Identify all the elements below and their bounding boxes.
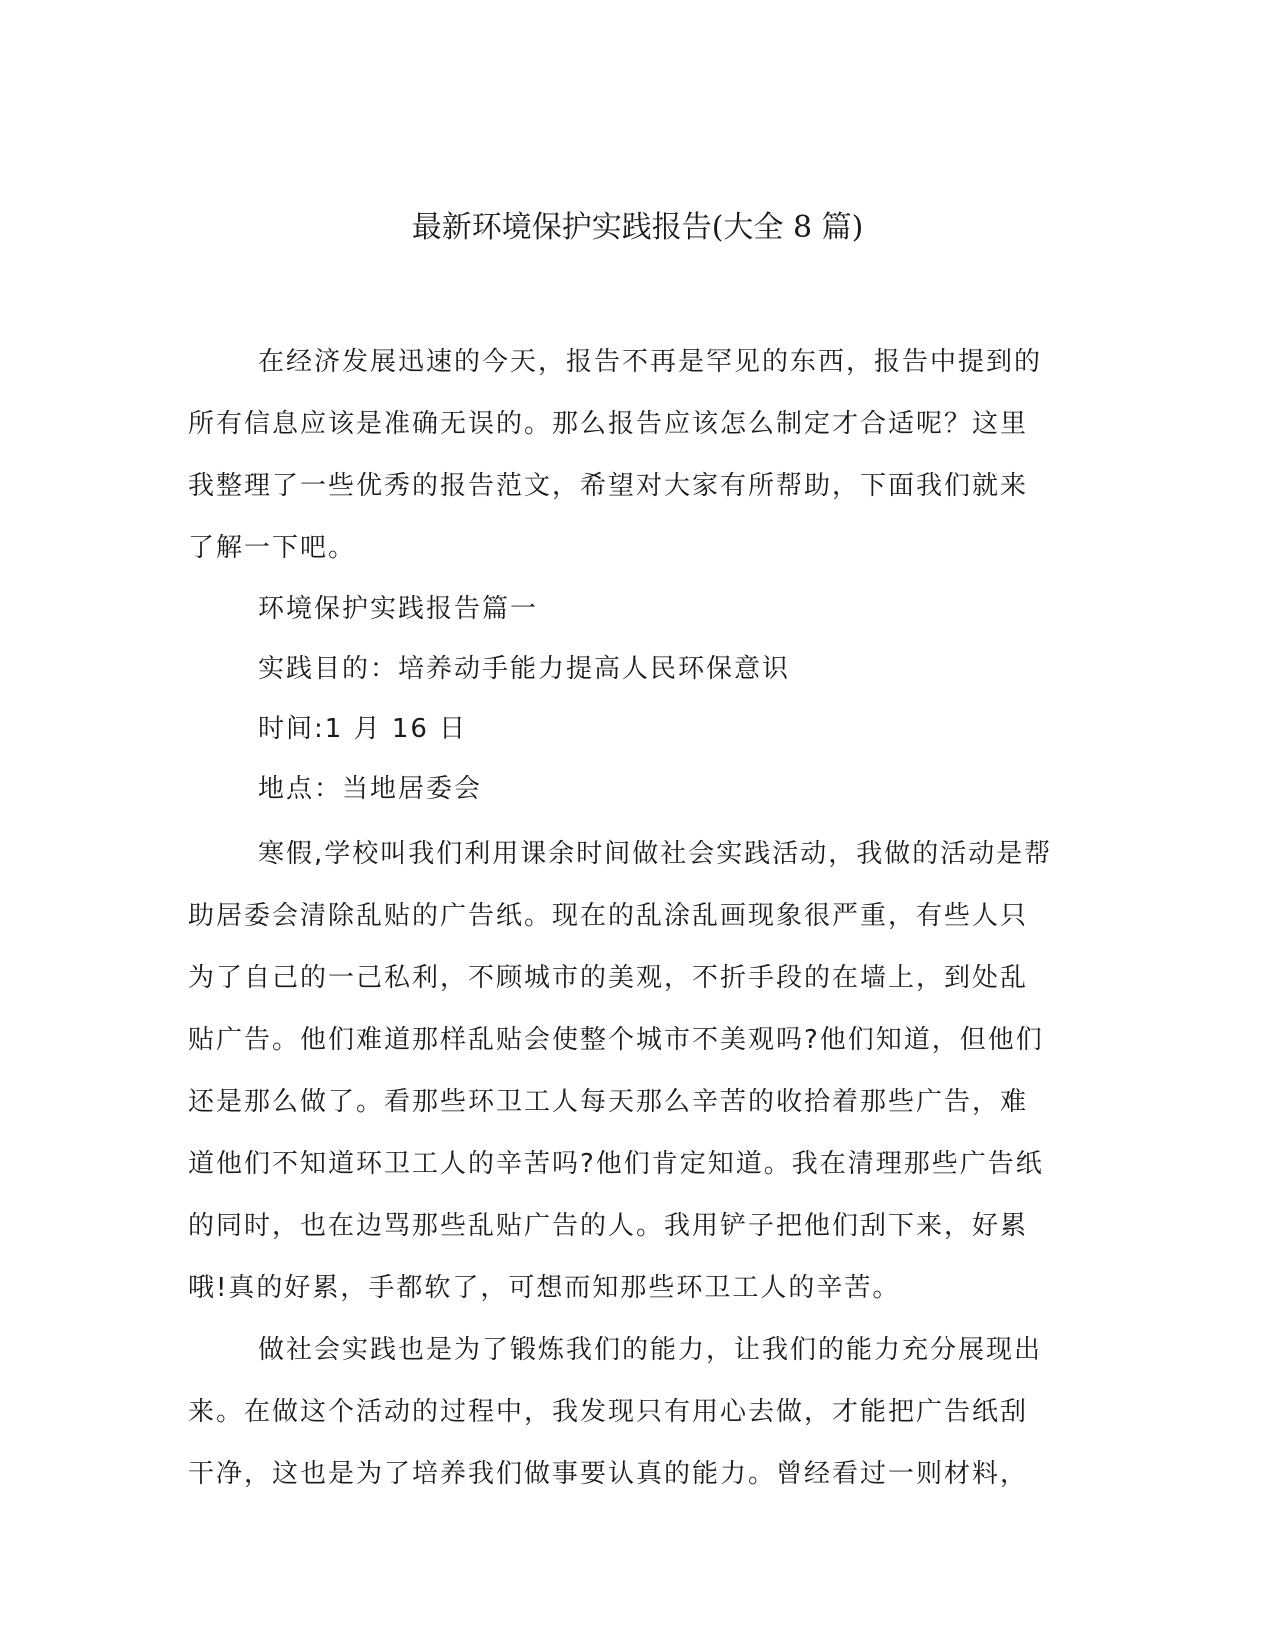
paragraph-line: 做社会实践也是为了锻炼我们的能力，让我们的能力充分展现出 (258, 1335, 1043, 1365)
paragraph-line: 助居委会清除乱贴的广告纸。现在的乱涂乱画现象很严重，有些人只 (188, 901, 1029, 931)
paragraph-line: 干净，这也是为了培养我们做事要认真的能力。曾经看过一则材料， (188, 1459, 1029, 1489)
intro-line: 了解一下吧。 (188, 533, 357, 563)
practice-purpose: 实践目的：培养动手能力提高人民环保意识 (258, 654, 791, 684)
document-body (188, 331, 1068, 1505)
paragraph-line: 贴广告。他们难道那样乱贴会使整个城市不美观吗?他们知道，但他们 (188, 1025, 1044, 1055)
paragraph-line: 道他们不知道环卫工人的辛苦吗?他们肯定知道。我在清理那些广告纸 (188, 1149, 1044, 1179)
paragraph-line: 还是那么做了。看那些环卫工人每天那么辛苦的收拾着那些广告，难 (188, 1087, 1029, 1117)
practice-time: 时间:1 月 16 日 (258, 714, 468, 744)
section-heading: 环境保护实践报告篇一 (258, 594, 539, 624)
intro-line: 所有信息应该是准确无误的。那么报告应该怎么制定才合适呢？这里 (188, 409, 1029, 439)
paragraph-line: 为了自己的一己私利，不顾城市的美观，不折手段的在墙上，到处乱 (188, 963, 1029, 993)
intro-paragraph (188, 331, 1068, 579)
body-paragraph-2 (188, 1319, 1068, 1505)
intro-line: 我整理了一些优秀的报告范文，希望对大家有所帮助，下面我们就来 (188, 471, 1029, 501)
paragraph-line: 寒假,学校叫我们利用课余时间做社会实践活动，我做的活动是帮 (258, 839, 1053, 869)
paragraph-line: 的同时，也在边骂那些乱贴广告的人。我用铲子把他们刮下来，好累 (188, 1211, 1029, 1241)
paragraph-line: 哦!真的好累，手都软了，可想而知那些环卫工人的辛苦。 (188, 1273, 901, 1303)
body-paragraph-1 (188, 823, 1068, 1319)
practice-place: 地点：当地居委会 (258, 774, 483, 804)
document-title: 最新环境保护实践报告(大全 8 篇) (411, 210, 864, 245)
intro-line: 在经济发展迅速的今天，报告不再是罕见的东西，报告中提到的 (258, 347, 1043, 377)
paragraph-line: 来。在做这个活动的过程中，我发现只有用心去做，才能把广告纸刮 (188, 1397, 1029, 1427)
